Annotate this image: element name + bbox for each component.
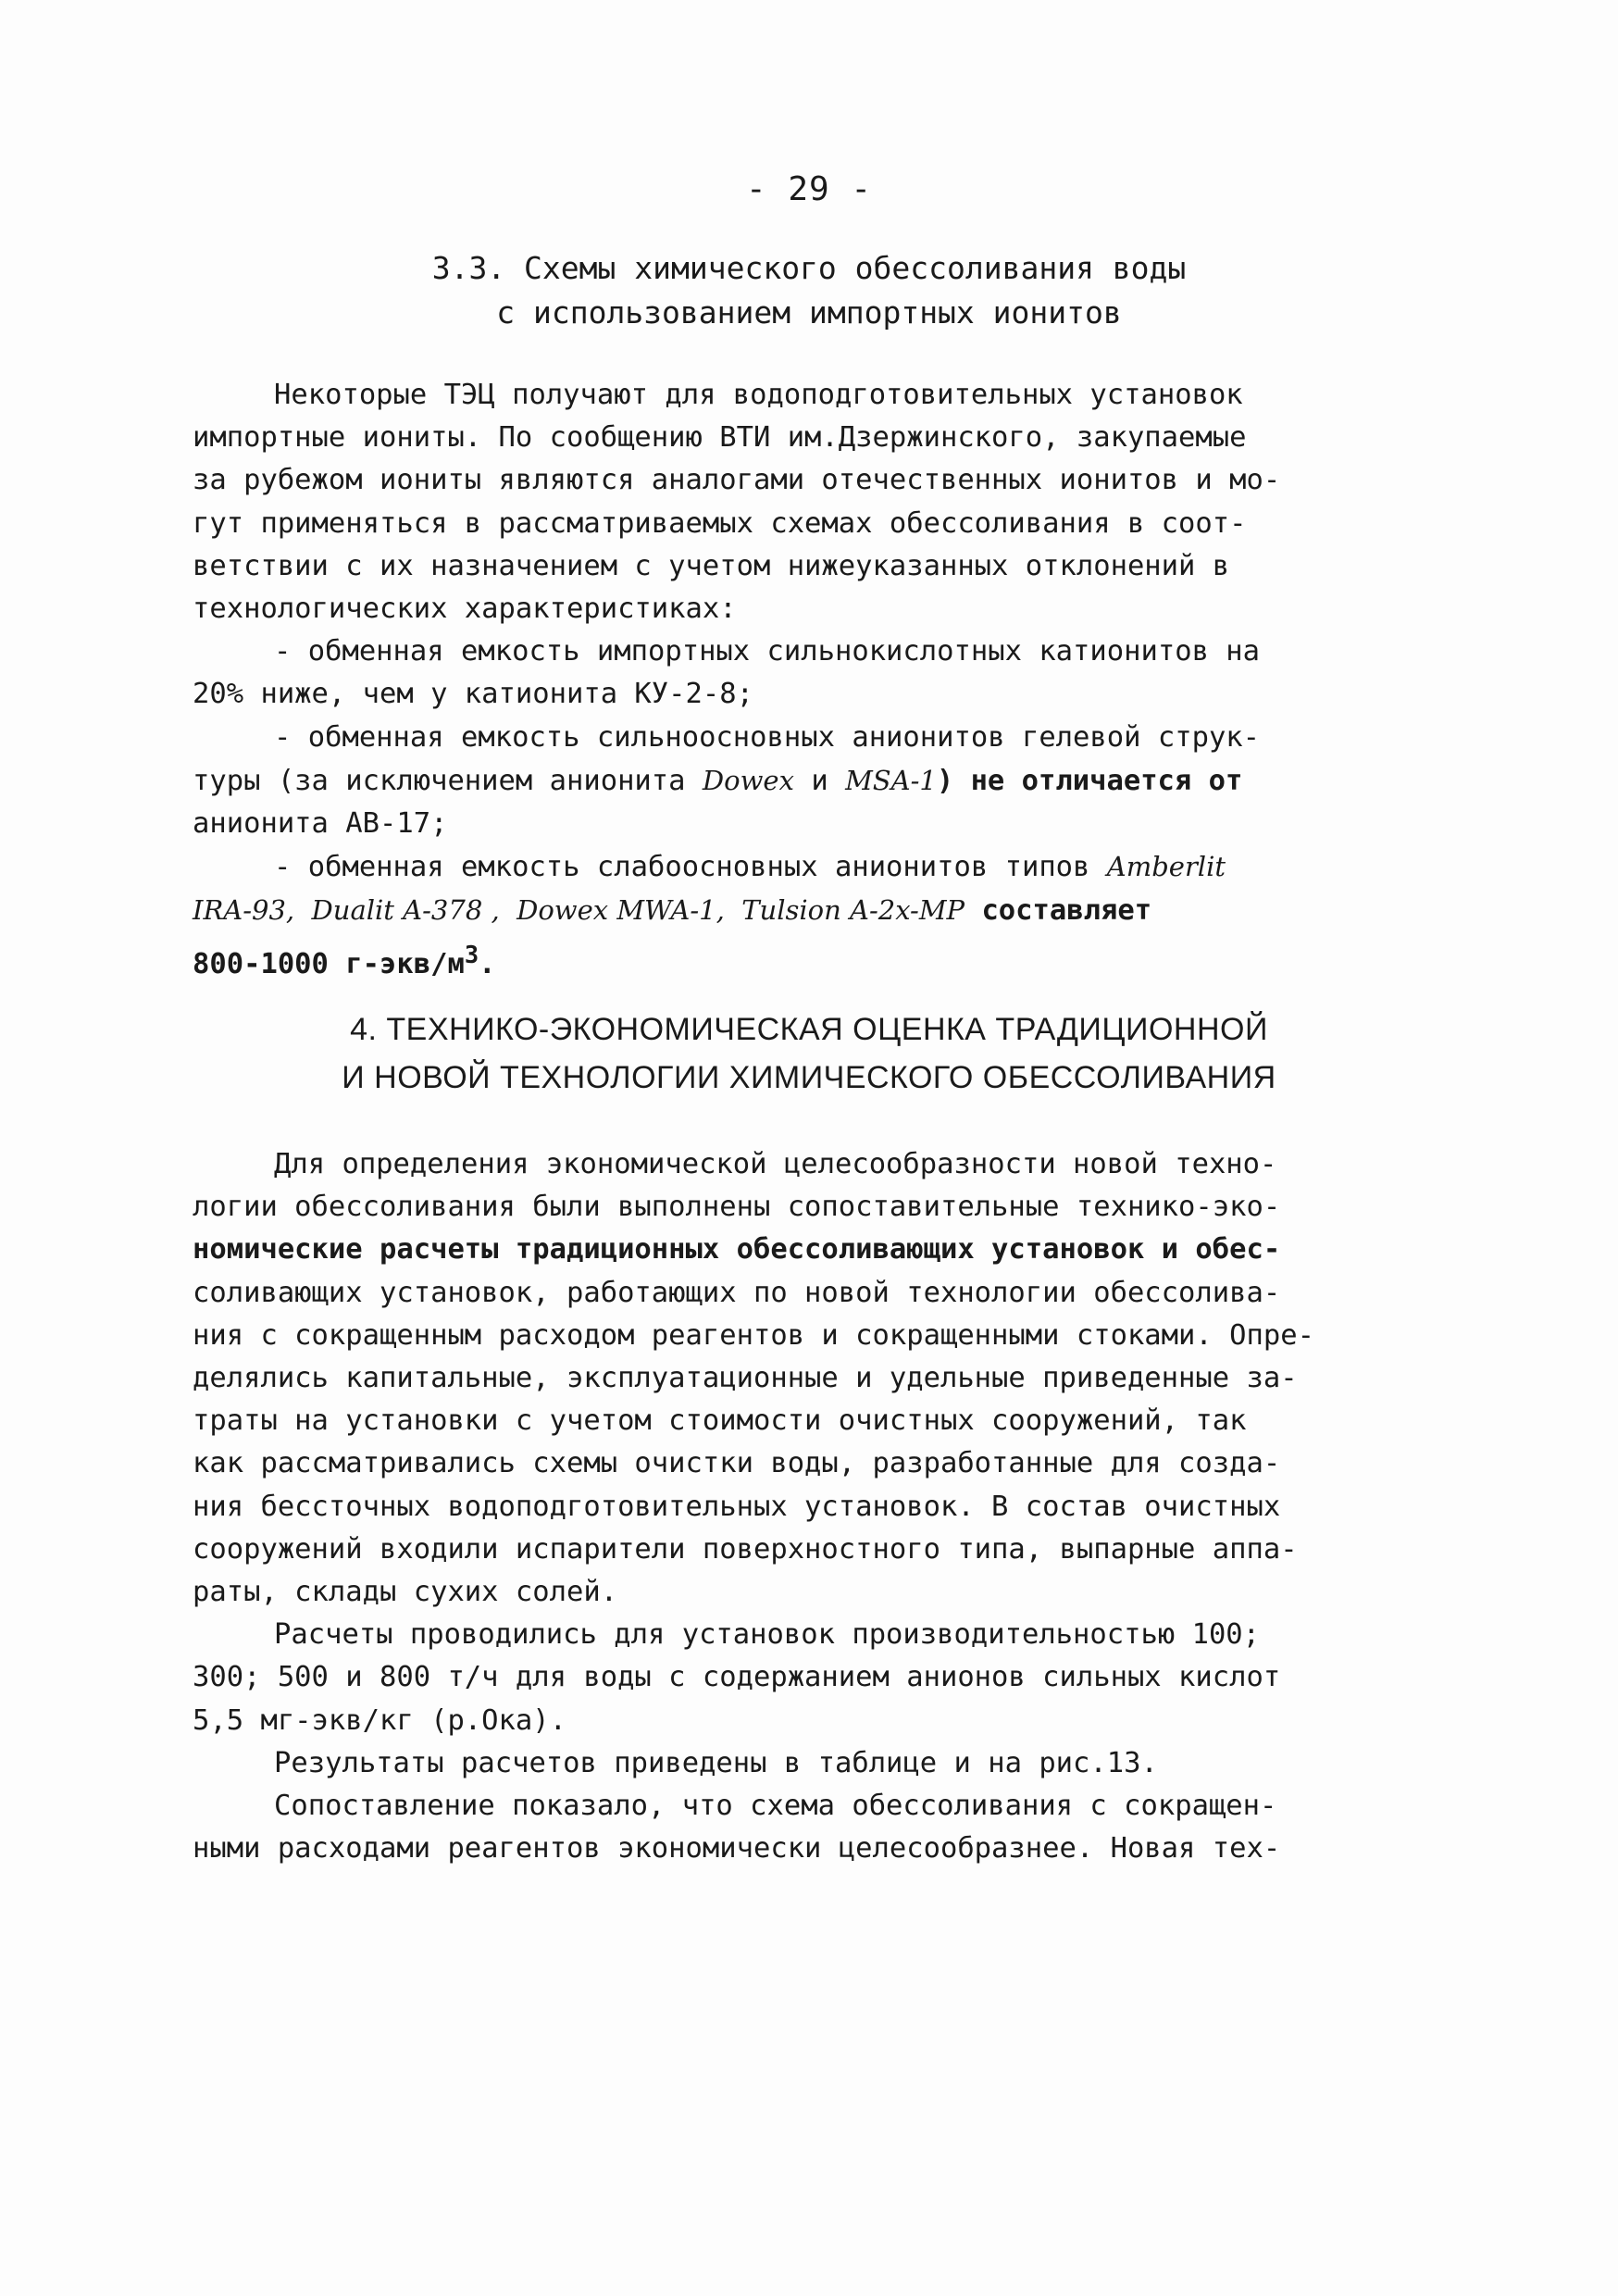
product-name-dualit: Dualit A-378 ,: [311, 894, 500, 927]
product-name-dowex-mwa: Dowex MWA-1,: [517, 894, 725, 927]
section-3-3-body: [193, 374, 1324, 986]
heading-line: И НОВОЙ ТЕХНОЛОГИИ ХИМИЧЕСКОГО ОБЕССОЛИВАНИЯ: [342, 1060, 1276, 1095]
text-line: гут применяться в рассматриваемых схемах обессоливания в соот-: [193, 506, 1247, 540]
text-line: соливающих установок, работающих по новой технологии обессолива-: [193, 1276, 1281, 1309]
text-line: номические расчеты традиционных обессоливающих установок и обес-: [193, 1233, 1281, 1267]
text-line: импортные иониты. По сообщению ВТИ им.Дзержинского, закупаемые: [193, 421, 1247, 455]
section-3-3-heading: [0, 246, 1618, 335]
text-line: Сопоставление показало, что схема обессоливания с сокращен-: [274, 1790, 1277, 1823]
list-item: - обменная емкость сильноосновных анионитов гелевой струк-: [274, 720, 1261, 754]
list-item: - обменная емкость импортных сильнокислотных катионитов на: [274, 635, 1261, 668]
text-line: логии обессоливания были выполнены сопоставительные технико-эко-: [193, 1191, 1281, 1224]
text-line: Результаты расчетов приведены в таблице и на рис.13.: [274, 1746, 1158, 1779]
text-fragment: составляет: [981, 894, 1152, 928]
product-name-dowex: Dowex: [702, 764, 794, 796]
text-line: [193, 889, 1324, 932]
text-fragment: 800-1000 г-экв/м: [193, 947, 465, 980]
text-line: раты, склады сухих солей.: [193, 1576, 618, 1609]
text-line: анионита АВ-17;: [193, 807, 448, 841]
page-number: - 29 -: [745, 170, 873, 208]
text-line: ния бессточных водоподготовительных установок. В состав очистных: [193, 1490, 1281, 1523]
section-4-heading: [0, 1005, 1618, 1102]
text-line: траты на установки с учетом стоимости очистных сооружений, так: [193, 1404, 1247, 1438]
product-name-amberlit: Amberlit: [1106, 851, 1226, 883]
text-fragment: ) не отличается от: [936, 764, 1243, 797]
text-line: Расчеты проводились для установок производительностью 100;: [274, 1618, 1261, 1652]
text-line: ния с сокращенным расходом реагентов и сокращенными стоками. Опре-: [193, 1318, 1314, 1352]
text-line: ными расходами реагентов экономически целесообразнее. Новая тех-: [193, 1832, 1281, 1866]
product-name-ira93: IRA-93,: [193, 894, 295, 927]
text-line: 20% ниже, чем у катионита КУ-2-8;: [193, 678, 753, 711]
text-line: 300; 500 и 800 т/ч для воды с содержанием анионов сильных кислот: [193, 1661, 1281, 1694]
list-item: [193, 845, 1324, 889]
text-line: [193, 933, 1324, 986]
text-line: делялись капитальные, эксплуатационные и удельные приведенные за-: [193, 1362, 1298, 1395]
heading-line: 4. ТЕХНИКО-ЭКОНОМИЧЕСКАЯ ОЦЕНКА ТРАДИЦИОННОЙ: [350, 1012, 1268, 1047]
text-fragment: туры (за исключением анионита: [193, 764, 686, 797]
text-line: Некоторые ТЭЦ получают для водоподготовительных установок: [274, 379, 1243, 411]
section-4-body: [193, 1143, 1324, 1870]
text-line: сооружений входили испарители поверхностного типа, выпарные аппа-: [193, 1532, 1298, 1566]
superscript: 3: [464, 940, 479, 968]
text-line: [193, 759, 1324, 803]
product-name-msa1: MSA-1: [845, 764, 937, 796]
product-name-tulsion: Tulsion A-2x-MP: [741, 894, 965, 927]
text-line: технологических характеристиках:: [193, 593, 737, 626]
text-line: 5,5 мг-экв/кг (р.Ока).: [193, 1703, 566, 1737]
text-line: за рубежом иониты являются аналогами отечественных ионитов и мо-: [193, 464, 1281, 497]
text-line: ветствии с их назначением с учетом нижеуказанных отклонений в: [193, 549, 1230, 582]
heading-line: 3.3. Схемы химического обессоливания воды: [431, 250, 1187, 286]
text-line: Для определения экономической целесообразности новой техно-: [274, 1148, 1277, 1180]
heading-line: с использованием импортных ионитов: [496, 294, 1122, 331]
text-fragment: - обменная емкость слабоосновных анионитов типов: [274, 851, 1090, 884]
text-fragment: и: [811, 764, 828, 797]
text-line: как рассматривались схемы очистки воды, разработанные для созда-: [193, 1447, 1281, 1480]
text-fragment: .: [479, 947, 496, 980]
